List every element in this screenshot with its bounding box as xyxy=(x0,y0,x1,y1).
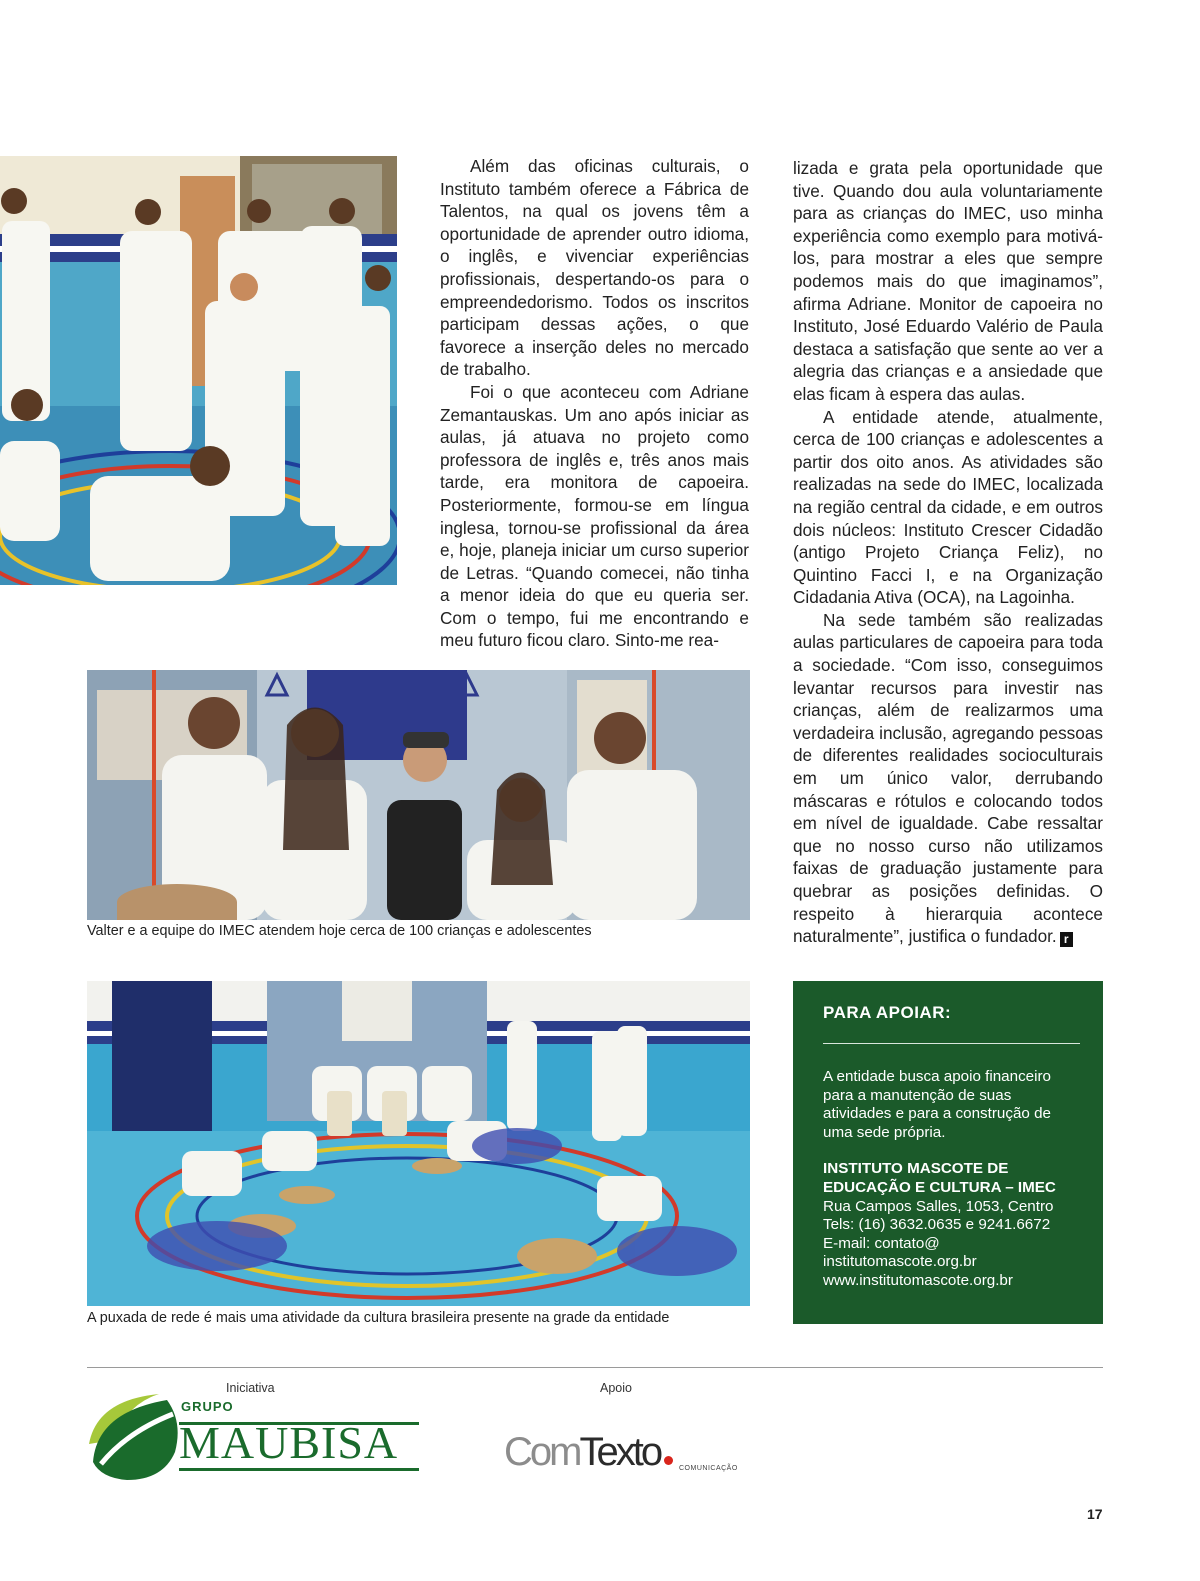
photo-caption: A puxada de rede é mais uma atividade da cultura brasileira presente na grade da entidade xyxy=(87,1310,670,1326)
comtexto-logo-part1: Com xyxy=(504,1430,580,1474)
article-paragraph xyxy=(793,609,1103,948)
support-email-line1: E-mail: contato@ xyxy=(823,1234,940,1252)
initiative-label: Iniciativa xyxy=(226,1381,275,1395)
photo-capoeira-class xyxy=(0,156,397,585)
support-website: www.institutomascote.org.br xyxy=(823,1271,1013,1289)
support-divider xyxy=(823,1043,1080,1044)
footer-divider xyxy=(87,1367,1103,1368)
maubisa-name-text: MAUBISA xyxy=(179,1417,399,1468)
article-paragraph: A entidade atende, atualmente, cerca de 100 crianças e adolescentes a partir dos oito anos. As atividades são realizadas na sede do IMEC, localizada na região central da cidade, e em outros dois núcleos: Instituto Crescer Cidadão (antigo Projeto Criança Feliz), no Quintino Facci I, e na Organização Cidadania Ativa (OCA), na Lagoinha. xyxy=(793,406,1103,608)
comtexto-logo-part2: Texto xyxy=(579,1430,661,1474)
support-description: A entidade busca apoio financeiro para a manutenção de suas atividades e para a construção de uma sede própria. xyxy=(823,1068,1051,1141)
article-end-mark: r xyxy=(1060,932,1073,947)
support-title: PARA APOIAR: xyxy=(823,1003,952,1022)
support-org-name-line1: INSTITUTO MASCOTE DE xyxy=(823,1160,1009,1178)
photo-caption: Valter e a equipe do IMEC atendem hoje cerca de 100 crianças e adolescentes xyxy=(87,923,592,939)
article-column-1 xyxy=(440,155,749,652)
comtexto-dot-icon xyxy=(664,1456,673,1465)
page-number: 17 xyxy=(1087,1506,1103,1522)
comtexto-logo-subtitle: COMUNICAÇÃO xyxy=(679,1465,738,1472)
support-org-name-line2: EDUCAÇÃO E CULTURA – IMEC xyxy=(823,1178,1056,1196)
support-box xyxy=(793,981,1103,1324)
article-paragraph: Além das oficinas culturais, o Instituto também oferece a Fábrica de Talentos, na qual os jovens têm a oportunidade de aprender outro idioma, o inglês, e vivenciar experiências profissionais, despertando-os para o empreendedorismo. Todos os inscritos participam dessas ações, o que favorece a inserção deles no mercado de trabalho. xyxy=(440,156,749,380)
support-label: Apoio xyxy=(600,1381,632,1395)
support-phones: Tels: (16) 3632.0635 e 9241.6672 xyxy=(823,1216,1051,1234)
article-paragraph: lizada e grata pela oportunidade que tive. Quando dou aula voluntariamente para as crianças do IMEC, uso minha experiência como exemplo para motivá-los, para mostrar a eles que sempre podemos mais do que imaginamos”, afirma Adriane. Monitor de capoeira no Instituto, José Eduardo Valério de Paula destaca a satisfação que sente ao ver a alegria das crianças e a ansiedade que elas ficam à espera das aulas. xyxy=(793,158,1103,404)
maubisa-grupo-text: GRUPO xyxy=(181,1399,234,1414)
support-email-line2: institutomascote.org.br xyxy=(823,1253,977,1271)
photo-puxada-de-rede xyxy=(87,981,750,1306)
article-paragraph-text: Na sede também são realizadas aulas particulares de capoeira para toda a sociedade. “Com isso, conseguimos levantar recursos para investir nas crianças, além de realizarmos uma verdadeira inclusão, agregando pessoas de diferentes realidades socioculturais em um único valor, derrubando máscaras e rótulos e colocando todos em nível de igualdade. Cabe ressaltar que no nosso curso não utilizamos faixas de graduação justamente para quebrar as posições definidas. O respeito à hierarquia acontece naturalmente”, justifica o fundador. xyxy=(793,609,1103,947)
comtexto-logo xyxy=(504,1430,673,1474)
article-paragraph: Foi o que aconteceu com Adriane Zemantauskas. Um ano após iniciar as aulas, já atuava no projeto como professora de inglês e, três anos mais tarde, era monitora de capoeira. Posteriormente, formou-se em língua inglesa, tornou-se profissional da área e, hoje, planeja iniciar um curso superior de Letras. “Quando comecei, não tinha a menor ideia do que eu queria ser. Com o tempo, fui me encontrando e meu futuro ficou claro. Sinto-me rea- xyxy=(440,381,749,651)
article-column-2 xyxy=(793,157,1103,948)
support-address: Rua Campos Salles, 1053, Centro xyxy=(823,1197,1054,1215)
photo-imec-team xyxy=(87,670,750,920)
